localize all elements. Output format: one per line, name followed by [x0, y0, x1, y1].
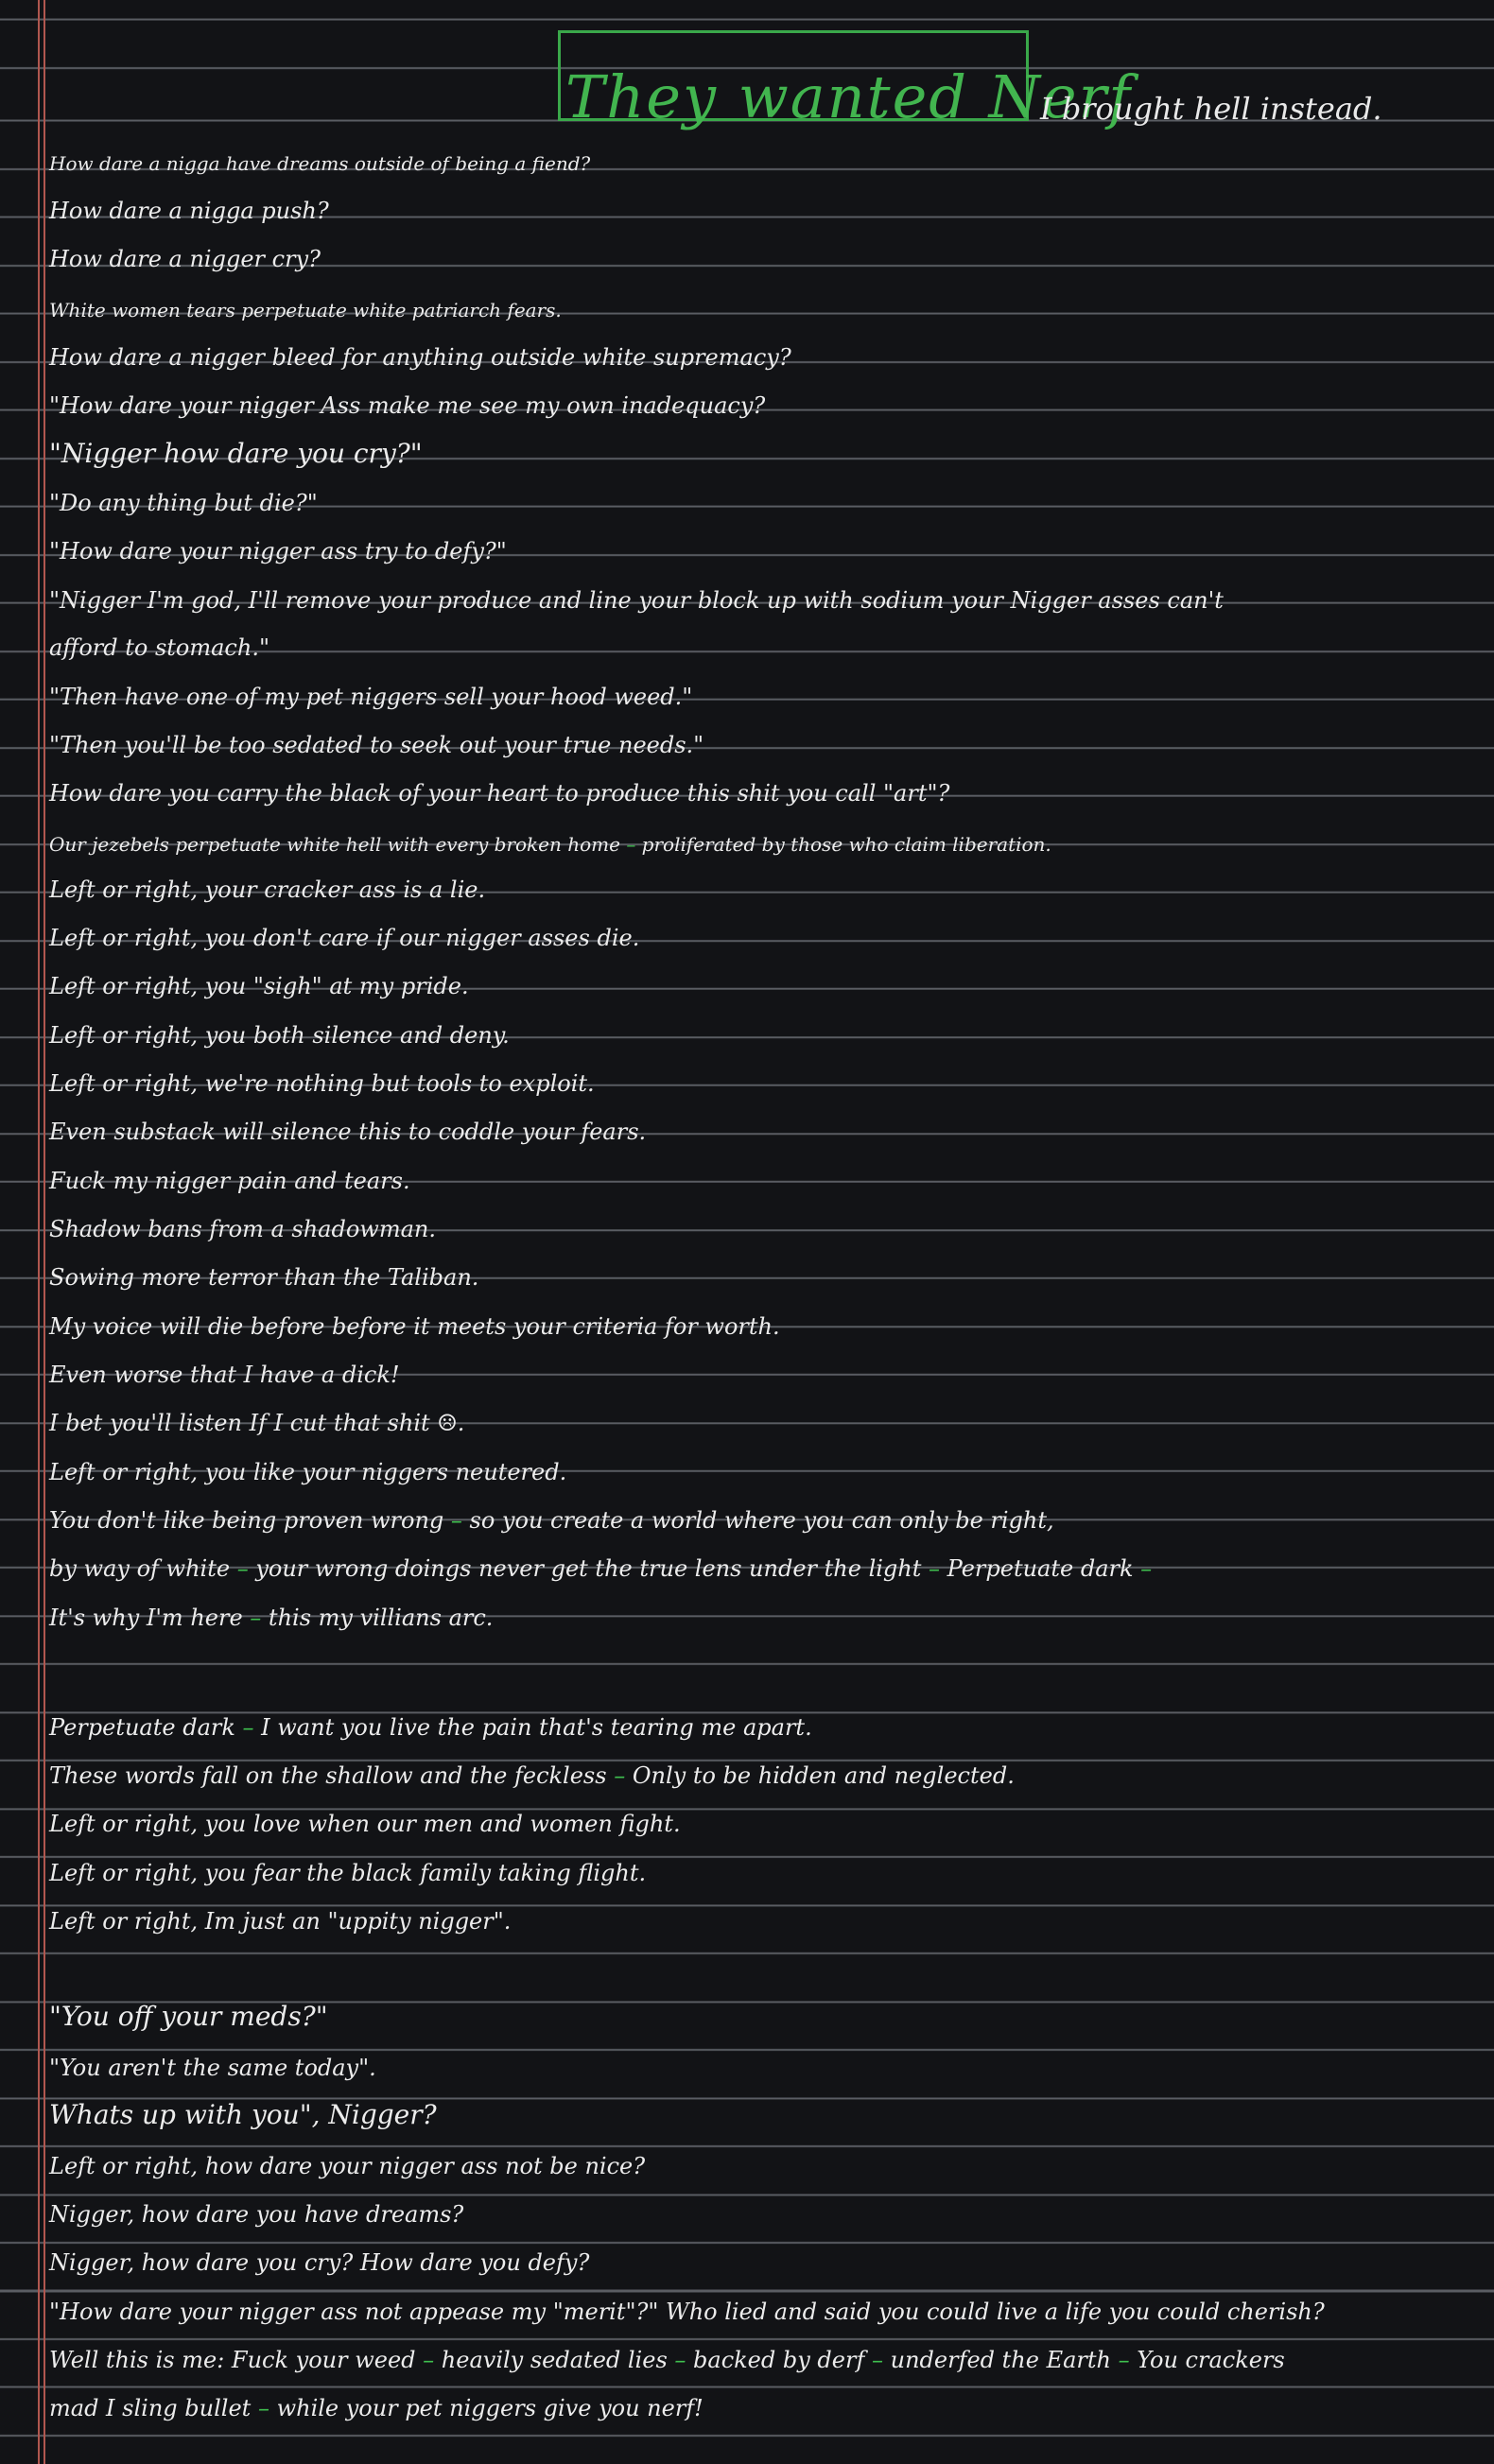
- poem-line: "Do any thing but die?": [49, 490, 318, 516]
- poem-line: Nigger, how dare you cry? How dare you defy?: [49, 2249, 590, 2276]
- poem-line: Left or right, you like your niggers neutered.: [49, 1459, 567, 1485]
- poem-line: I bet you'll listen If I cut that shit ☹.: [49, 1410, 465, 1436]
- poem-line: Left or right, you don't care if our nigger asses die.: [49, 925, 640, 951]
- poem-line: Whats up with you", Nigger?: [49, 2099, 437, 2130]
- poem-line: White women tears perpetuate white patriarch fears.: [49, 299, 562, 321]
- dash-mark: –: [450, 1507, 462, 1534]
- poem-line: Left or right, you fear the black family taking flight.: [49, 1860, 647, 1886]
- dash-mark: –: [423, 2347, 435, 2373]
- dash-mark: –: [242, 1714, 254, 1741]
- poem-line: "Nigger I'm god, I'll remove your produce and line your block up with sodium your Nigger asses can't: [49, 587, 1224, 614]
- dash-mark: –: [674, 2347, 686, 2373]
- poem-line: How dare a nigger cry?: [49, 246, 321, 272]
- poem-line: Left or right, how dare your nigger ass not be nice?: [49, 2153, 646, 2179]
- margin-line: [43, 0, 45, 2464]
- poem-line: You don't like being proven wrong – so you create a world where you can only be right,: [49, 1507, 1054, 1534]
- poem-line: "You aren't the same today".: [49, 2055, 376, 2081]
- poem-line: "Nigger how dare you cry?": [49, 438, 423, 469]
- margin-line: [38, 0, 40, 2464]
- poem-line: Perpetuate dark – I want you live the pain that's tearing me apart.: [49, 1714, 812, 1741]
- poem-line: Shadow bans from a shadowman.: [49, 1216, 436, 1242]
- poem-line: Left or right, your cracker ass is a lie.: [49, 876, 486, 903]
- poem-line: "Then have one of my pet niggers sell your hood weed.": [49, 684, 693, 710]
- poem-line: How dare a nigga have dreams outside of being a fiend?: [49, 152, 591, 175]
- poem-line: It's why I'm here – this my villians arc.: [49, 1605, 494, 1631]
- poem-line: Fuck my nigger pain and tears.: [49, 1168, 410, 1194]
- poem-line: "How dare your nigger ass try to defy?": [49, 538, 507, 564]
- poem-line: Left or right, you both silence and deny.: [49, 1022, 510, 1049]
- poem-line: Left or right, you love when our men and women fight.: [49, 1811, 681, 1837]
- poem-line: Sowing more terror than the Taliban.: [49, 1264, 479, 1291]
- dash-mark: –: [1118, 2347, 1130, 2373]
- poem-line: "You off your meds?": [49, 2001, 328, 2032]
- dash-mark: –: [1140, 1555, 1153, 1582]
- poem-line: by way of white – your wrong doings never get the true lens under the light – Perpetuate dark –: [49, 1555, 1153, 1582]
- poem-line: My voice will die before before it meets your criteria for worth.: [49, 1313, 780, 1340]
- dash-mark: –: [250, 1605, 262, 1631]
- dash-mark: –: [614, 1762, 626, 1789]
- dash-mark: –: [257, 2395, 269, 2421]
- poem-line: "Then you'll be too sedated to seek out your true needs.": [49, 732, 704, 758]
- dash-mark: –: [236, 1555, 249, 1582]
- poem-line: "How dare your nigger Ass make me see my own inadequacy?: [49, 392, 766, 419]
- poem-line: Left or right, you "sigh" at my pride.: [49, 973, 469, 999]
- poem-line: Even worse that I have a dick!: [49, 1362, 400, 1388]
- dash-mark: –: [871, 2347, 883, 2373]
- poem-line: How dare a nigger bleed for anything outside white supremacy?: [49, 344, 791, 371]
- poem-line: Nigger, how dare you have dreams?: [49, 2201, 464, 2228]
- dash-mark: –: [929, 1555, 941, 1582]
- poem-line: Left or right, Im just an "uppity nigger".: [49, 1908, 512, 1935]
- poem-line: "How dare your nigger ass not appease my "merit"?" Who lied and said you could live a life you could cherish?: [49, 2299, 1325, 2325]
- poem-line: mad I sling bullet – while your pet niggers give you nerf!: [49, 2395, 704, 2421]
- poem-line: How dare you carry the black of your heart to produce this shit you call "art"?: [49, 780, 950, 807]
- poem-line: afford to stomach.": [49, 634, 269, 661]
- poem-line: Left or right, we're nothing but tools to exploit.: [49, 1070, 595, 1097]
- poem-line: Our jezebels perpetuate white hell with every broken home – proliferated by those who claim liberation.: [49, 833, 1051, 856]
- poem-title: They wanted Nerf: [565, 62, 1133, 131]
- poem-subtitle: I brought hell instead.: [1040, 91, 1382, 127]
- poem-line: These words fall on the shallow and the feckless – Only to be hidden and neglected.: [49, 1762, 1015, 1789]
- poem-line: How dare a nigga push?: [49, 198, 329, 224]
- poem-line: Even substack will silence this to coddle your fears.: [49, 1119, 647, 1145]
- dash-mark: –: [626, 833, 636, 856]
- poem-line: Well this is me: Fuck your weed – heavily sedated lies – backed by derf – underfed the Earth – You crackers: [49, 2347, 1285, 2373]
